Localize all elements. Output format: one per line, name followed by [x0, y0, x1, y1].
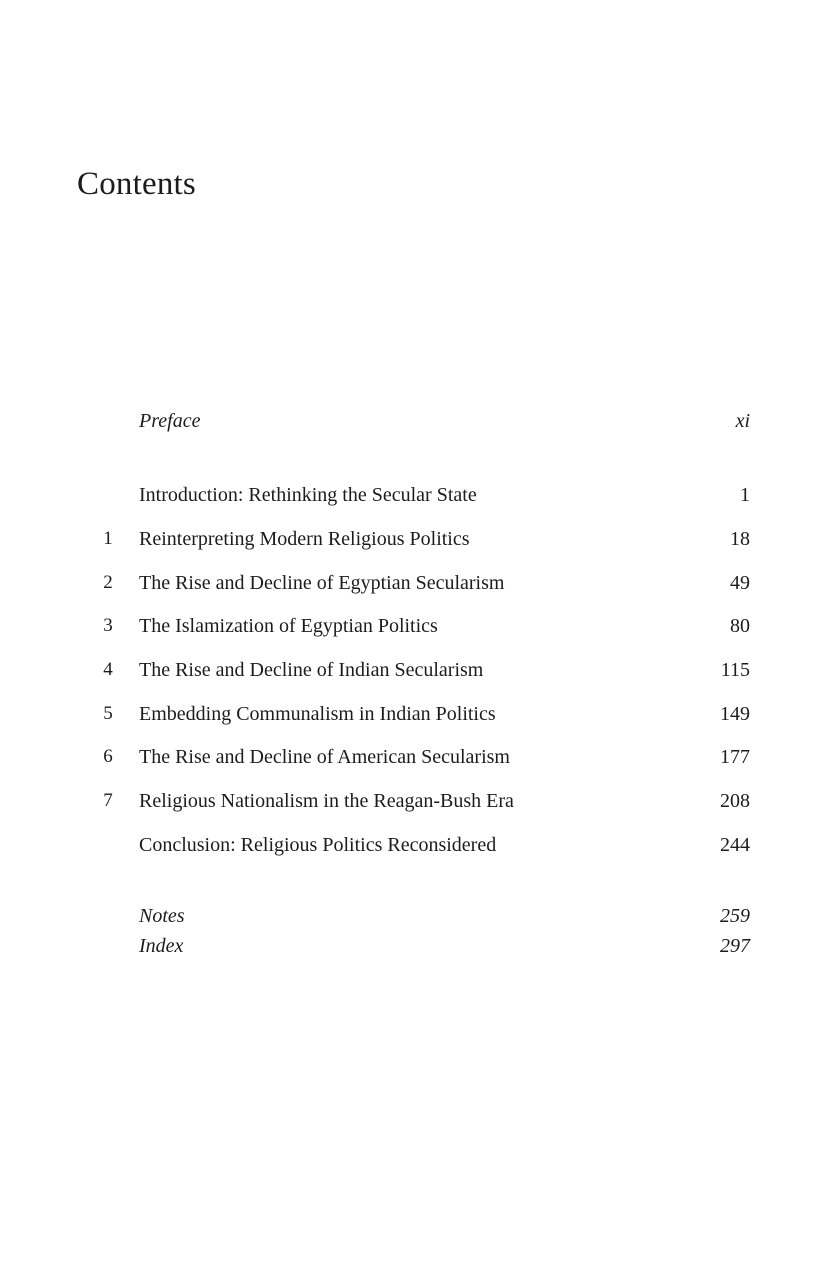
- toc-entry-title: The Rise and Decline of Indian Secularism: [139, 659, 484, 681]
- page-title: Contents: [77, 166, 196, 202]
- toc-entry-page: 80: [730, 615, 750, 637]
- toc-entry-page: 18: [730, 528, 750, 550]
- toc-entry-chapter-5[interactable]: [0, 699, 828, 729]
- toc-entry-page: 177: [720, 746, 750, 768]
- toc-entry-page: 259: [720, 905, 750, 927]
- toc-entry-page: 297: [720, 935, 750, 957]
- toc-entry-chapter-3[interactable]: [0, 611, 828, 641]
- toc-entry-introduction[interactable]: [0, 480, 828, 510]
- toc-entry-page: 1: [740, 484, 750, 506]
- toc-entry-number: 6: [103, 746, 113, 767]
- toc-entry-page: 115: [720, 659, 750, 681]
- toc-entry-number: 1: [103, 528, 113, 549]
- toc-entry-conclusion[interactable]: [0, 830, 828, 860]
- toc-entry-chapter-4[interactable]: [0, 655, 828, 685]
- toc-entry-page: 149: [720, 703, 750, 725]
- toc-entry-number: 4: [103, 659, 113, 680]
- toc-entry-number: 2: [103, 572, 113, 593]
- toc-entry-page: 49: [730, 572, 750, 594]
- toc-entry-number: 3: [103, 615, 113, 636]
- toc-entry-title: Preface: [139, 410, 201, 432]
- toc-entry-chapter-7[interactable]: [0, 786, 828, 816]
- toc-entry-title: Embedding Communalism in Indian Politics: [139, 703, 496, 725]
- toc-entry-page: 244: [720, 834, 750, 856]
- toc-entry-index[interactable]: [0, 931, 828, 961]
- toc-entry-chapter-6[interactable]: [0, 742, 828, 772]
- toc-entry-number: 5: [103, 703, 113, 724]
- toc-entry-page: 208: [720, 790, 750, 812]
- toc-entry-number: 7: [103, 790, 113, 811]
- toc-entry-title: Notes: [139, 905, 185, 927]
- toc-entry-chapter-1[interactable]: [0, 524, 828, 554]
- toc-entry-notes[interactable]: [0, 901, 828, 931]
- toc-entry-title: The Rise and Decline of American Secularism: [139, 746, 510, 768]
- toc-entry-title: Introduction: Rethinking the Secular State: [139, 484, 477, 506]
- toc-entry-title: Reinterpreting Modern Religious Politics: [139, 528, 470, 550]
- toc-entry-preface[interactable]: [0, 406, 828, 436]
- toc-entry-chapter-2[interactable]: [0, 568, 828, 598]
- toc-entry-title: Index: [139, 935, 184, 957]
- toc-entry-title: The Rise and Decline of Egyptian Secularism: [139, 572, 505, 594]
- toc-entry-title: Religious Nationalism in the Reagan-Bush Era: [139, 790, 514, 812]
- toc-entry-title: Conclusion: Religious Politics Reconsidered: [139, 834, 497, 856]
- toc-entry-title: The Islamization of Egyptian Politics: [139, 615, 438, 637]
- toc-entry-page: xi: [735, 410, 750, 432]
